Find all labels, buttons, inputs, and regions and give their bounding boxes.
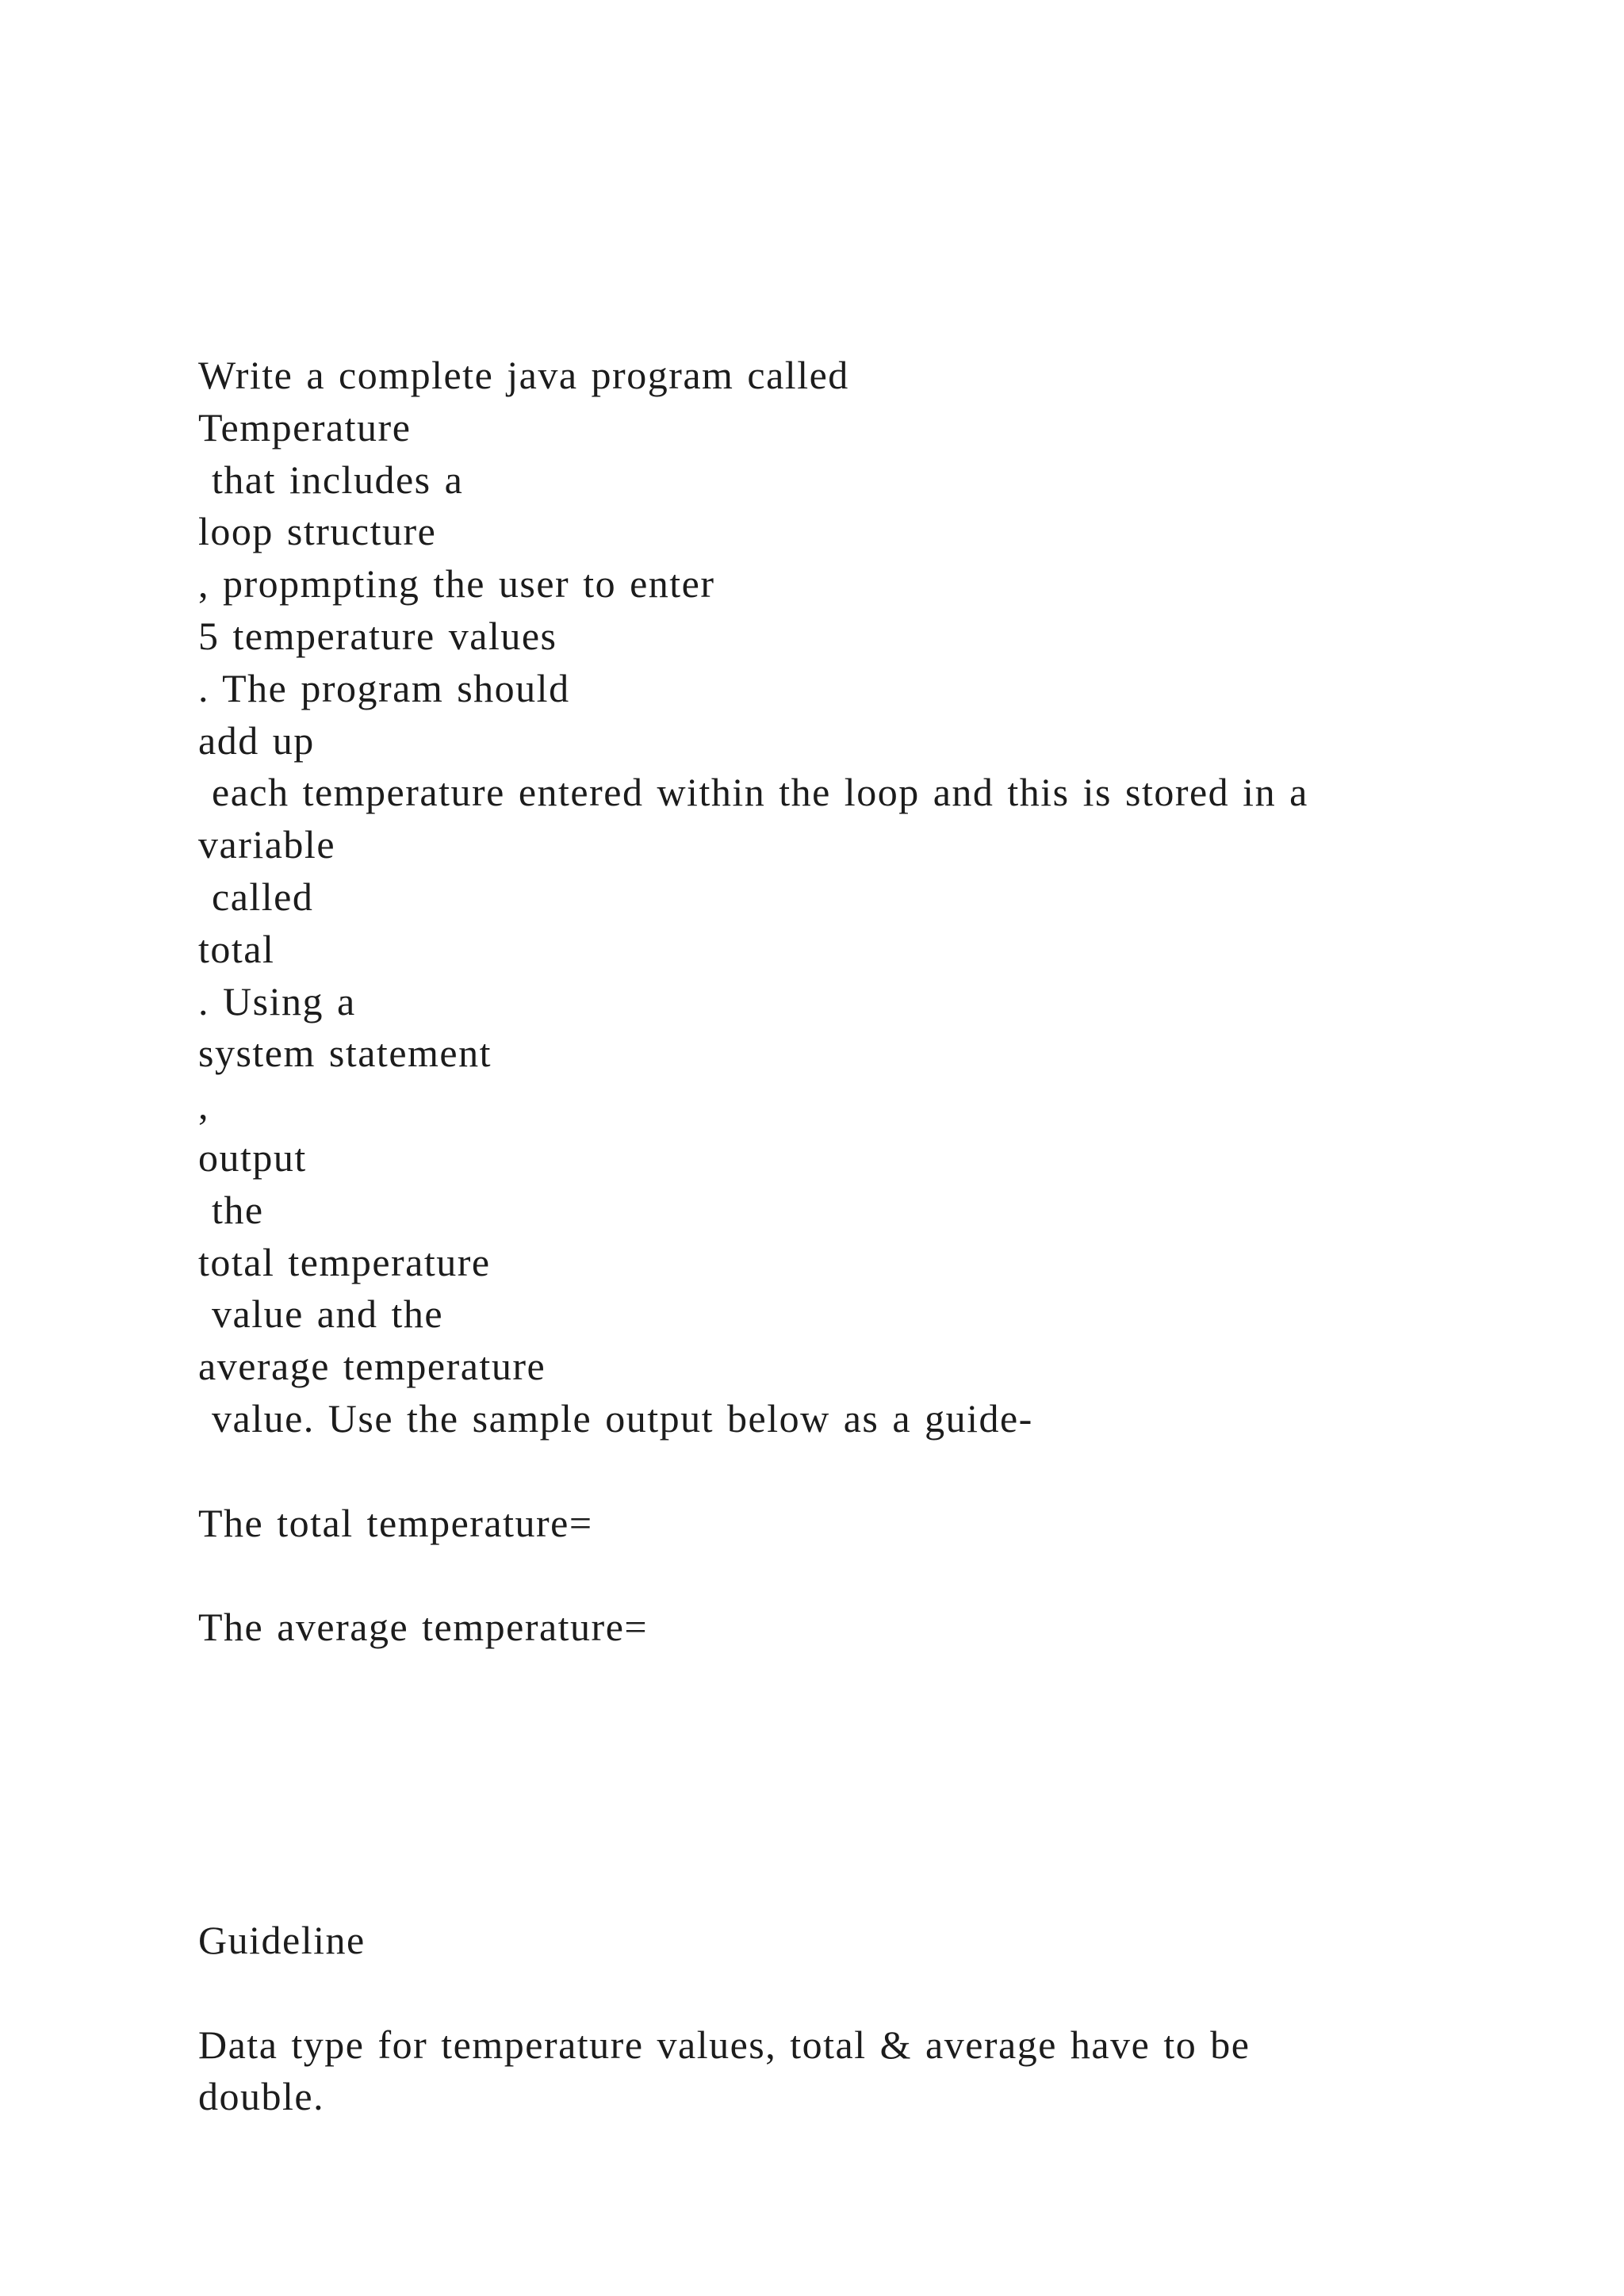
text-line: add up: [198, 718, 315, 763]
text-line: loop structure: [198, 509, 437, 554]
blank-line: [198, 1862, 1546, 1915]
text-line: total temperature: [198, 1239, 491, 1284]
guideline-text: Data type for temperature values, total & average have to be: [198, 2022, 1251, 2067]
text-line: called: [198, 874, 314, 919]
text-line: , propmpting the user to enter: [198, 561, 715, 607]
text-line: total: [198, 926, 275, 971]
text-line: average temperature: [198, 1344, 546, 1389]
text-line: output: [198, 1135, 307, 1180]
text-line: ,: [198, 1083, 209, 1128]
guideline-heading: Guideline: [198, 1917, 366, 1962]
text-line: value and the: [198, 1292, 444, 1337]
text-line: Temperature: [198, 404, 412, 450]
blank-line: [198, 1967, 1546, 2019]
text-line: value. Use the sample output below as a guide-: [198, 1395, 1033, 1441]
text-line: variable: [198, 822, 336, 867]
text-line: . The program should: [198, 665, 570, 710]
text-line: . Using a: [198, 978, 356, 1024]
text-line: Write a complete java program called: [198, 353, 849, 397]
blank-line: [198, 1810, 1546, 1862]
text-line: each temperature entered within the loop and this is stored in a: [198, 770, 1308, 815]
blank-line: [198, 1445, 1546, 1498]
guideline-text: double.: [198, 2074, 325, 2119]
document-body: [198, 350, 1546, 2123]
blank-line: [198, 1758, 1546, 1811]
blank-line: [198, 1706, 1546, 1758]
blank-line: [198, 1549, 1546, 1601]
text-line: 5 temperature values: [198, 613, 557, 658]
sample-output-total: The total temperature=: [198, 1500, 593, 1545]
text-line: system statement: [198, 1031, 492, 1076]
blank-line: [198, 1654, 1546, 1706]
text-line: the: [198, 1187, 264, 1232]
sample-output-average: The average temperature=: [198, 1605, 649, 1650]
text-line: that includes a: [198, 457, 464, 502]
